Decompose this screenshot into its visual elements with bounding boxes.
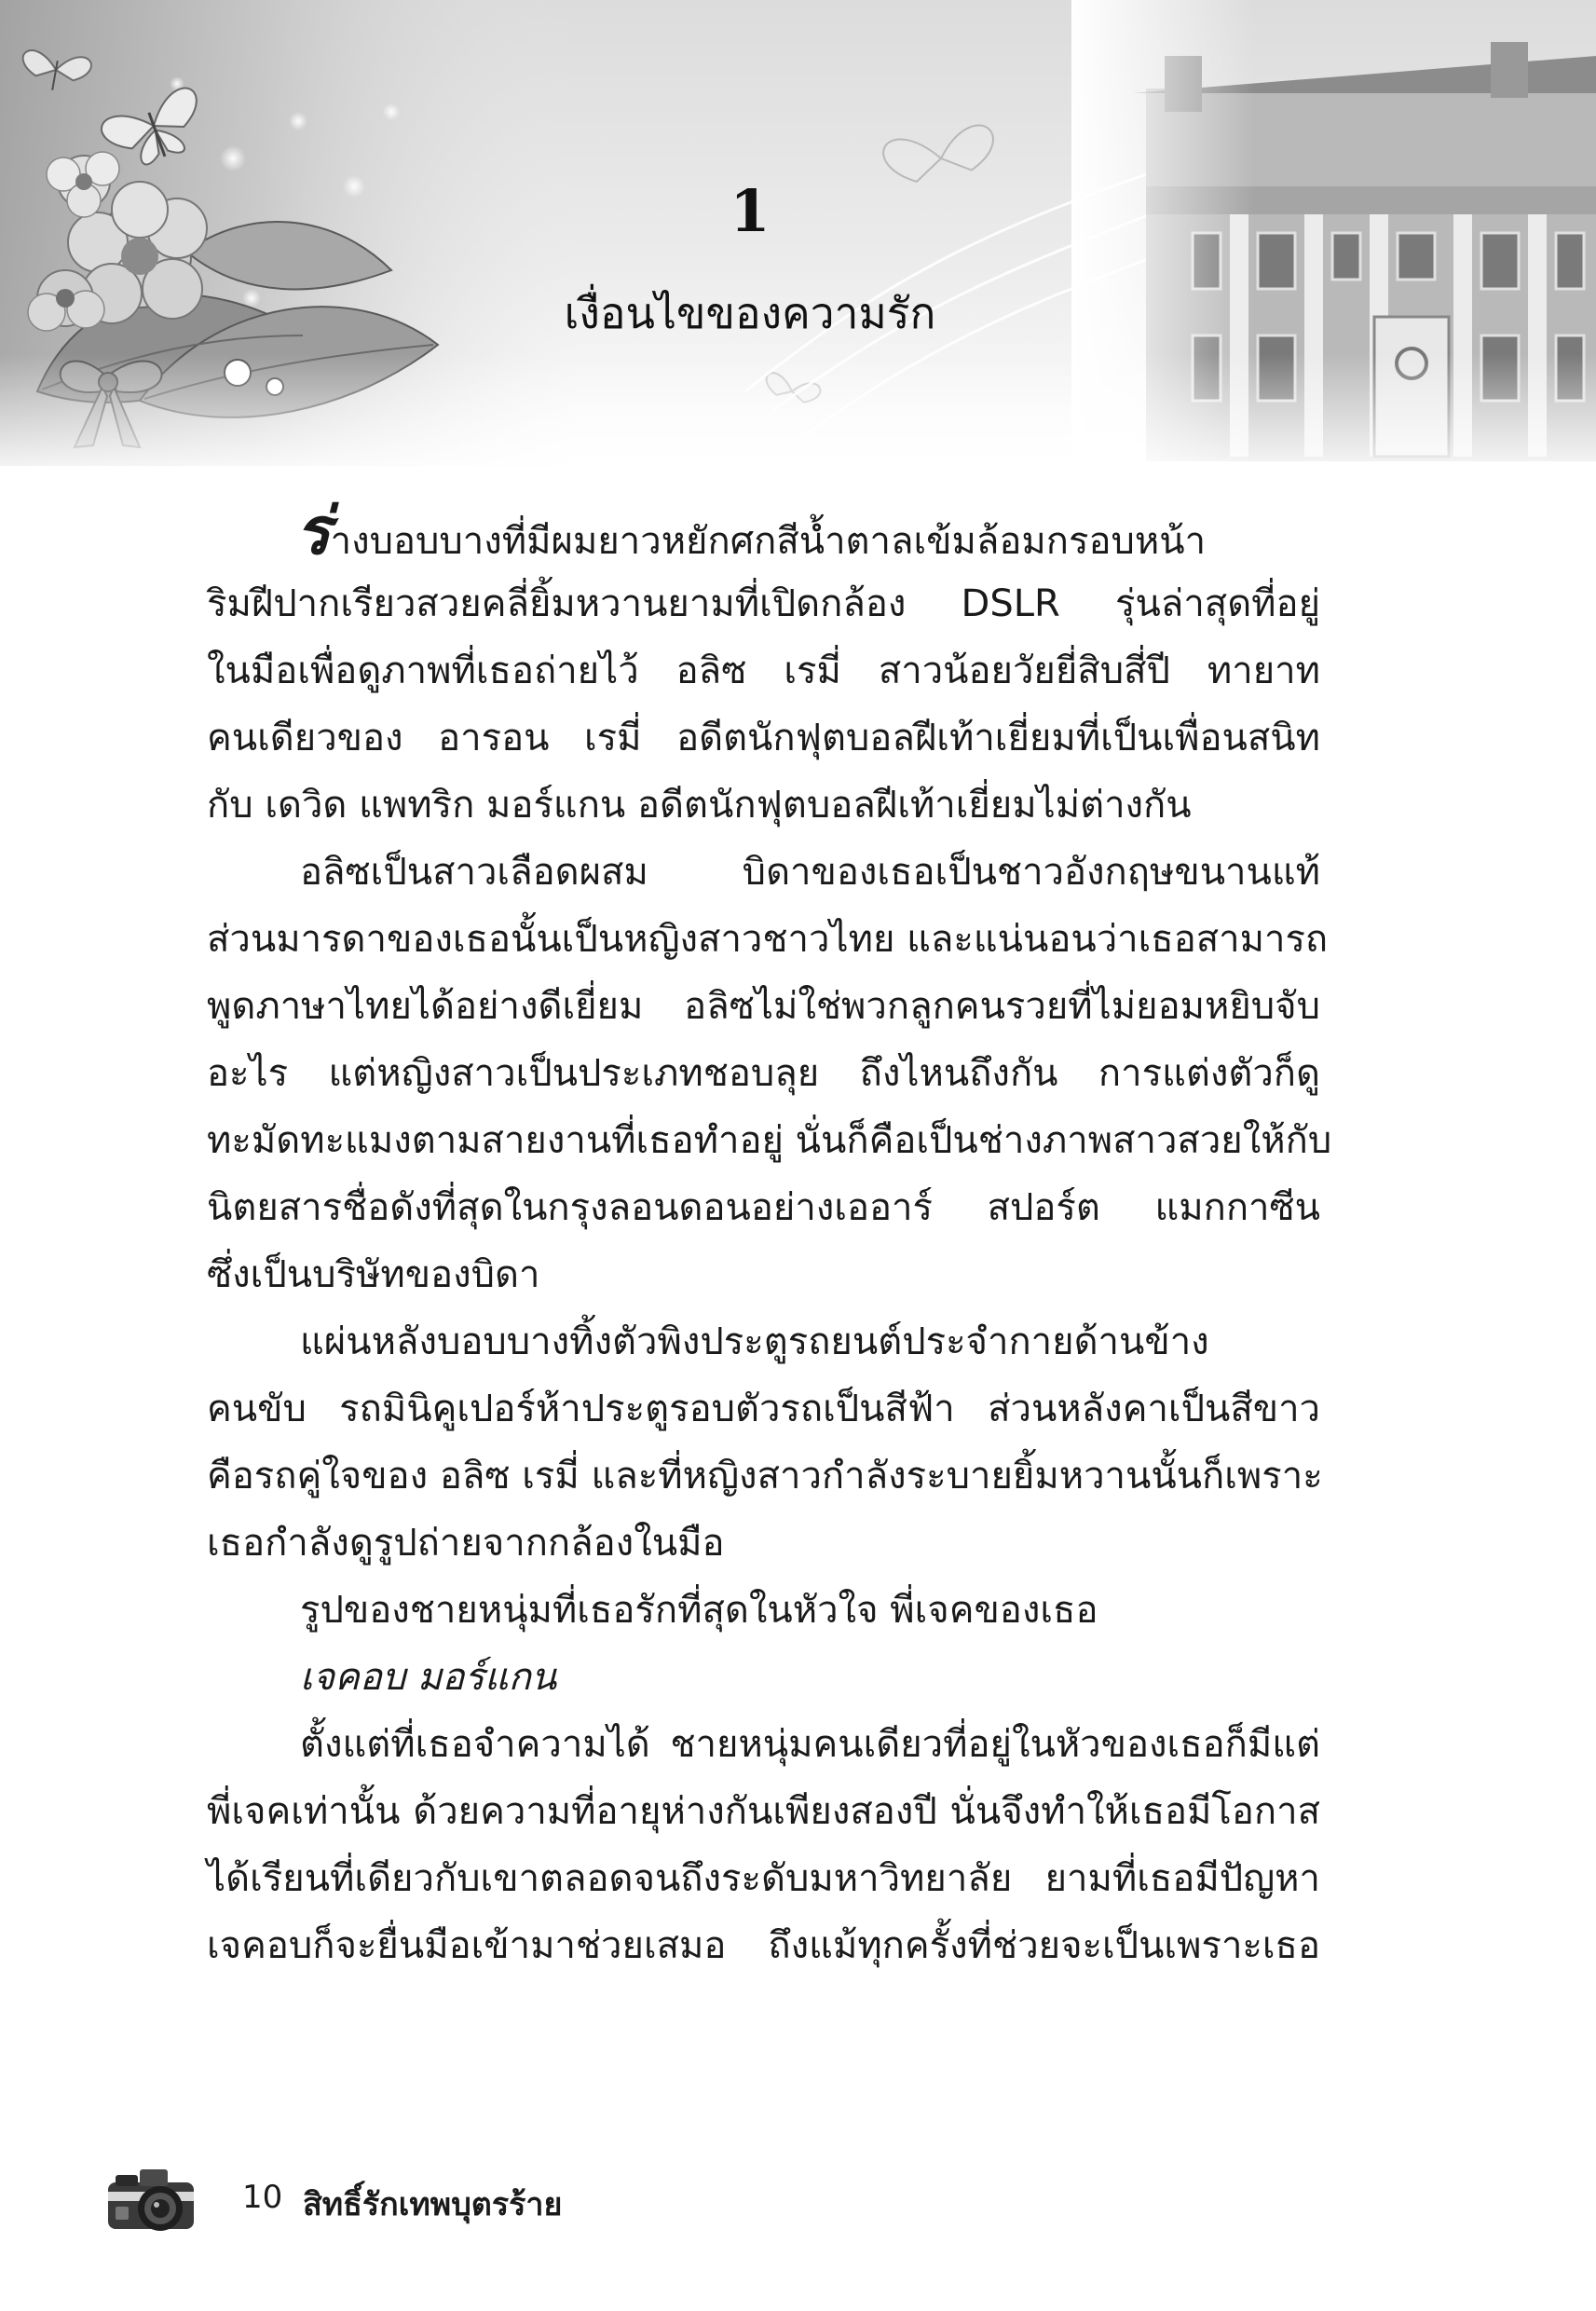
italic-name-line: เจคอบ มอร์แกน (300, 1656, 557, 1699)
paragraph-line: พี่เจคเท่านั้น ด้วยความที่อายุห่างกันเพียงสองปี นั่นจึงทำให้เธอมีโอกาส (207, 1790, 1320, 1833)
page-footer (102, 2162, 848, 2236)
paragraph-line: รูปของชายหนุ่มที่เธอรักที่สุดในหัวใจ พี่เจคของเธอ (300, 1589, 1098, 1632)
paragraph-line: เธอกำลังดูรูปถ่ายจากกล้องในมือ (207, 1522, 725, 1565)
paragraph-line: ซึ่งเป็นบริษัทของบิดา (207, 1253, 540, 1296)
paragraph-line: นิตยสารชื่อดังที่สุดในกรุงลอนดอนอย่างเออาร์ สปอร์ต แมกกาซีน (207, 1186, 1320, 1229)
chapter-body (207, 493, 1332, 1979)
paragraph-line: คนขับ รถมินิคูเปอร์ห้าประตูรอบตัวรถเป็นสีฟ้า ส่วนหลังคาเป็นสีขาว (207, 1388, 1320, 1430)
paragraph-line: อะไร แต่หญิงสาวเป็นประเภทชอบลุย ถึงไหนถึงกัน การแต่งตัวก็ดู (207, 1052, 1320, 1095)
paragraph-line: คือรถคู่ใจของ อลิซ เรมี่ และที่หญิงสาวกำลังระบายยิ้มหวานนั้นก็เพราะ (207, 1455, 1323, 1497)
page-number: 10 (242, 2179, 283, 2216)
chapter-header-banner (0, 0, 1596, 485)
paragraph-line: แผ่นหลังบอบบางทิ้งตัวพิงประตูรถยนต์ประจำกายด้านข้าง (300, 1320, 1209, 1363)
paragraph-line: ในมือเพื่อดูภาพที่เธอถ่ายไว้ อลิซ เรมี่ สาวน้อยวัยยี่สิบสี่ปี ทายาท (207, 650, 1320, 692)
book-title: สิทธิ์รักเทพบุตรร้าย (303, 2186, 563, 2223)
paragraph-line: คนเดียวของ อารอน เรมี่ อดีตนักฟุตบอลฝีเท้าเยี่ยมที่เป็นเพื่อนสนิท (207, 717, 1320, 759)
paragraph-line: ริมฝีปากเรียวสวยคลี่ยิ้มหวานยามที่เปิดกล้อง DSLR รุ่นล่าสุดที่อยู่ (207, 582, 1320, 625)
camera-icon (102, 2162, 205, 2236)
paragraph-line: ทะมัดทะแมงตามสายงานที่เธอทำอยู่ นั่นก็คือเป็นช่างภาพสาวสวยให้กับ (207, 1119, 1332, 1162)
paragraph-line: กับ เดวิด แพทริก มอร์แกน อดีตนักฟุตบอลฝีเท้าเยี่ยมไม่ต่างกัน (207, 784, 1192, 827)
chapter-number: 1 (730, 177, 771, 245)
paragraph-line: พูดภาษาไทยได้อย่างดีเยี่ยม อลิซไม่ใช่พวกลูกคนรวยที่ไม่ยอมหยิบจับ (207, 985, 1320, 1028)
paragraph-line: ส่วนมารดาของเธอนั้นเป็นหญิงสาวชาวไทย และแน่นอนว่าเธอสามารถ (207, 918, 1329, 961)
paragraph-line: ร่างบอบบางที่มีผมยาวหยักศกสีน้ำตาลเข้มล้อมกรอบหน้า (295, 493, 1207, 569)
paragraph-line: เจคอบก็จะยื่นมือเข้ามาช่วยเสมอ ถึงแม้ทุกครั้งที่ช่วยจะเป็นเพราะเธอ (207, 1924, 1320, 1967)
drop-cap: ร่ (295, 493, 331, 569)
chapter-title: เงื่อนไขของความรัก (564, 288, 936, 338)
paragraph-line: ตั้งแต่ที่เธอจำความได้ ชายหนุ่มคนเดียวที่อยู่ในหัวของเธอก็มีแต่ (300, 1723, 1320, 1766)
paragraph-line: อลิซเป็นสาวเลือดผสม บิดาของเธอเป็นชาวอังกฤษขนานแท้ (300, 851, 1320, 894)
paragraph-line: ได้เรียนที่เดียวกับเขาตลอดจนถึงระดับมหาวิทยาลัย ยามที่เธอมีปัญหา (207, 1857, 1320, 1900)
